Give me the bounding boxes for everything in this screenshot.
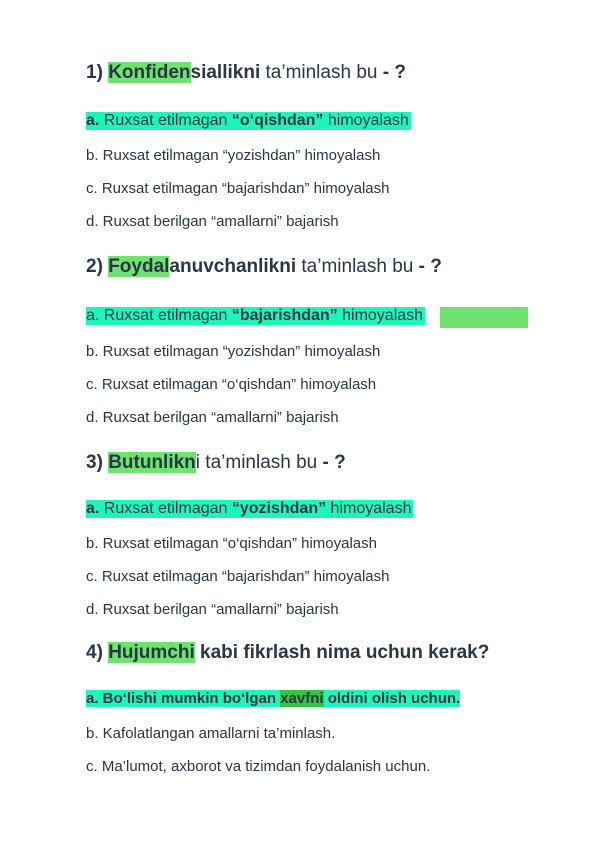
answer-text-post: himoyalash: [337, 307, 424, 324]
answer-letter: a.: [86, 500, 100, 517]
answer-period: .: [456, 690, 461, 707]
question-2-option-c: c. Ruxsat etilmagan “o‘qishdan” himoyalash: [86, 376, 377, 393]
question-mark: - ?: [317, 452, 346, 473]
question-mark: - ?: [413, 256, 442, 277]
question-1-heading: [86, 62, 406, 84]
answer-letter: a.: [86, 112, 100, 129]
question-1-option-b: b. Ruxsat etilmagan “yozishdan” himoyalash: [86, 147, 381, 164]
answer-text-pre: Ruxsat etilmagan: [99, 307, 232, 324]
question-4-correct-answer: [86, 690, 460, 707]
question-4-option-c: c. Ma’lumot, axborot va tizimdan foydalanish uchun.: [86, 758, 431, 775]
answer-text-post: oldini olish uchun: [323, 690, 457, 707]
term-rest: siallikni: [190, 62, 261, 83]
question-2-option-b: b. Ruxsat etilmagan “yozishdan” himoyalash: [86, 343, 381, 360]
answer-marked-word: xavfni: [280, 690, 324, 707]
answer-keyword: “o‘qishdan”: [231, 112, 324, 129]
question-text: ta’minlash bu: [296, 256, 414, 277]
question-1-correct-answer: [86, 112, 411, 130]
question-1-option-d: d. Ruxsat berilgan “amallarni” bajarish: [86, 213, 339, 230]
question-3-option-d: d. Ruxsat berilgan “amallarni” bajarish: [86, 601, 339, 618]
question-text: kabi fikrlash nima uchun kerak?: [194, 642, 490, 663]
question-number: 3): [86, 452, 103, 473]
question-2-heading: [86, 256, 442, 278]
highlighted-term: Foydal: [108, 256, 170, 277]
answer-text-post: himoyalash: [323, 112, 409, 129]
question-text: ta’minlash bu: [260, 62, 378, 83]
question-3-option-b: b. Ruxsat etilmagan “o‘qishdan” himoyalash: [86, 535, 377, 552]
highlighted-term: Konfiden: [108, 62, 191, 83]
answer-text-pre: Ruxsat etilmagan: [99, 112, 232, 129]
question-2-correct-answer: [86, 307, 425, 325]
term-rest: anuvchanlikni: [169, 256, 297, 277]
question-text: i ta’minlash bu: [195, 452, 318, 473]
question-number: 4): [86, 642, 103, 663]
highlighted-term: Butunlikn: [108, 452, 196, 473]
question-3-option-c: c. Ruxsat etilmagan “bajarishdan” himoyalash: [86, 568, 390, 585]
highlight-extension: [440, 307, 528, 328]
answer-letter: a.: [86, 307, 100, 324]
answer-text-pre: Ruxsat etilmagan: [99, 500, 232, 517]
question-4-heading: [86, 642, 489, 664]
question-2-option-d: d. Ruxsat berilgan “amallarni” bajarish: [86, 409, 339, 426]
question-mark: - ?: [377, 62, 406, 83]
answer-keyword: “bajarishdan”: [231, 307, 338, 324]
question-3-heading: [86, 452, 346, 474]
question-number: 2): [86, 256, 103, 277]
answer-keyword: “yozishdan”: [231, 500, 327, 517]
question-3-correct-answer: [86, 500, 413, 518]
answer-text-pre: a. Bo‘lishi mumkin bo‘lgan: [86, 690, 281, 707]
question-1-option-c: c. Ruxsat etilmagan “bajarishdan” himoyalash: [86, 180, 390, 197]
question-number: 1): [86, 62, 103, 83]
highlighted-term: Hujumchi: [108, 642, 195, 663]
question-4-option-b: b. Kafolatlangan amallarni ta’minlash.: [86, 725, 336, 742]
answer-text-post: himoyalash: [326, 500, 412, 517]
